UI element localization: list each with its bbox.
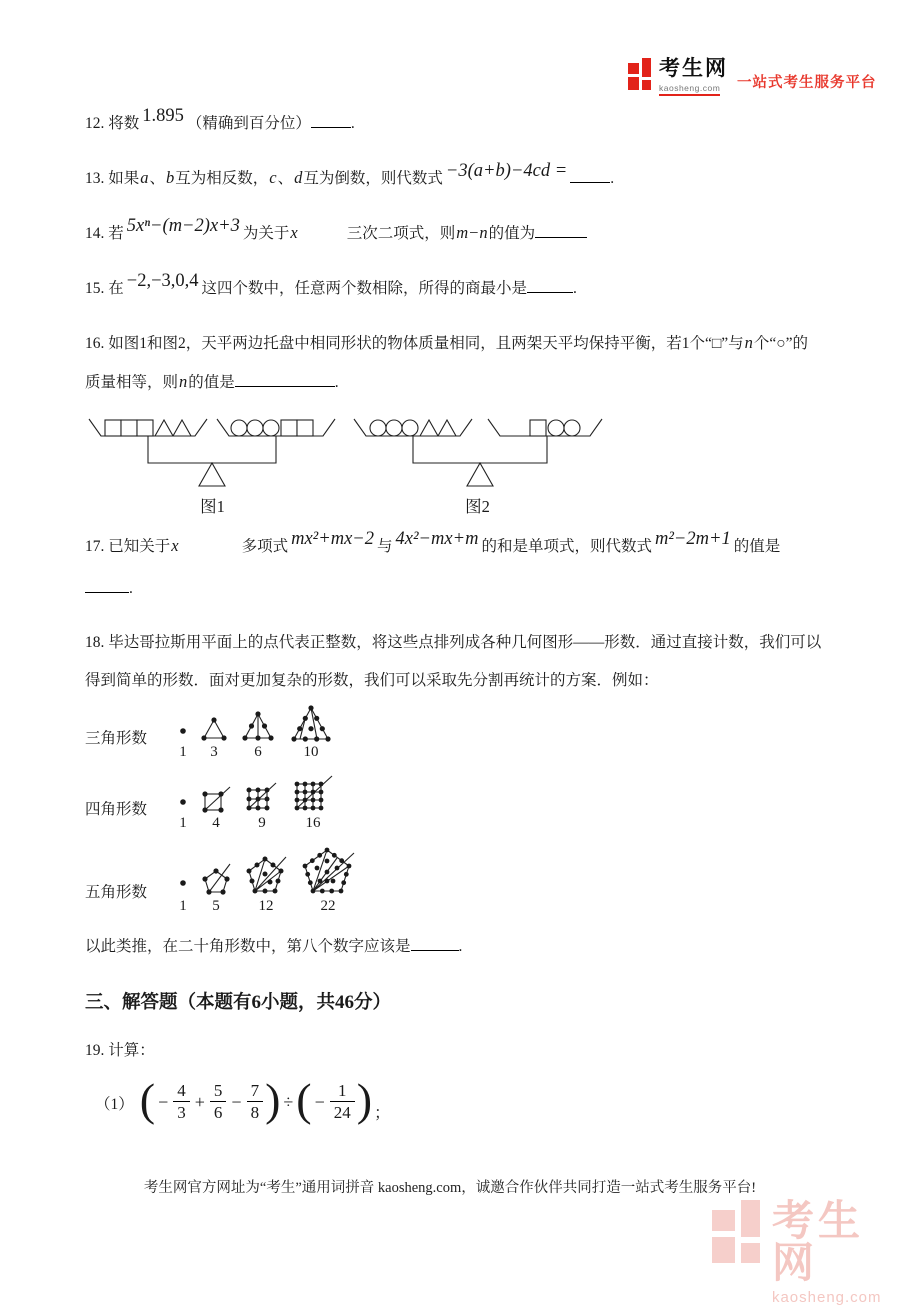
logo-domain: kaosheng.com [659,84,720,96]
site-header [628,58,877,96]
pentagonal-numbers-label: 五角形数 [85,884,148,901]
question-12: 12. 将数 1.895 （精确到百分位） . [85,106,355,132]
close-paren: ) [356,1074,373,1125]
pentagonal-figure-1: 1 [177,863,189,914]
triangular-numbers-label: 三角形数 [85,730,148,747]
section-3-title: 三、解答题（本题有6小题，共46分） [85,992,392,1013]
square-numbers-label: 四角形数 [85,801,148,818]
question-17-line2: . [85,570,823,608]
minus-sign: − [231,1092,242,1113]
watermark-domain: kaosheng.com [771,1289,882,1306]
pentagonal-numbers-row [85,845,823,914]
logo-text [659,58,728,96]
fraction-5-6: $\frac{5}{6}$ [210,1081,227,1122]
plus-sign: + [194,1092,205,1113]
triangular-figure-3: 3 [199,713,229,760]
triangular-figure-6: 6 [239,709,277,760]
square-figure-9: 9 [243,780,281,831]
formula-end-punctuation: ； [374,1105,391,1123]
balance-1-label: 图1 [200,497,225,516]
balance-2-drawing [350,406,605,492]
open-paren: ( [296,1074,312,1125]
header-tagline: 一站式考生服务平台 [737,74,877,91]
square-numbers-row [85,774,823,831]
page-footer: 考生网官方网址为“考生”通用词拼音 kaosheng.com，诚邀合作伙伴共同打造一站式考生服务平台! [143,1180,757,1196]
minus-sign: − [158,1092,169,1113]
fraction-7-8: $\frac{7}{8}$ [247,1081,264,1122]
watermark-text [771,1197,900,1306]
question-15: 15. 在 −2,−3,0,4 这四个数中，任意两个数相除，所得的商最小是 . [85,271,577,297]
triangular-figure-1: 1 [177,713,189,760]
pentagonal-figure-5: 5 [199,861,233,914]
fraction-4-3: $\frac{4}{3}$ [173,1081,190,1122]
kaosheng-watermark-icon [712,1200,764,1266]
formula-item-label: （1） [95,1095,134,1113]
balance-2 [350,406,605,517]
kaosheng-watermark [712,1197,900,1306]
question-18-conclusion: 以此类推，在二十角形数中，第八个数字应该是 . [85,928,823,966]
close-paren: ) [265,1074,281,1125]
triangular-figure-10: 10 [287,704,335,760]
minus-sign: − [314,1092,325,1113]
question-18: 18. 毕达哥拉斯用平面上的点代表正整数，将这些点排列成各种几何图形——形数．通过直接计数，我们可以得到简单的形数．面对更加复杂的形数，我们可以采取先分割再统计的方案．例如： [85,634,822,689]
balance-1-drawing [85,406,340,492]
pentagonal-figure-22: 22 [299,845,357,914]
square-figure-16: 16 [291,774,335,831]
question-19-formula-1 [95,1074,823,1125]
logo-title: 考生网 [659,57,728,80]
question-19: 19. 计算： [85,1042,155,1059]
kaosheng-logo [628,58,728,96]
watermark-title: 考生网 [771,1197,864,1286]
pentagonal-figure-12: 12 [243,853,289,914]
divide-sign: ÷ [283,1092,294,1113]
balance-figure [85,406,823,517]
triangular-numbers-row [85,704,823,760]
square-figure-1: 1 [177,784,189,831]
question-16: 16. 如图1和图2，天平两边托盘中相同形状的物体质量相同，且两架天平均保持平衡，若1个“□”与n个“○”的质量相等，则n的值是 . [85,333,809,391]
question-17-line1: 17. 已知关于x 多项式 mx²+mx−2 与 4x²−mx+m 的和是单项式，则代数式 m²−2m+1 的值是 [85,529,781,555]
open-paren: ( [139,1074,156,1125]
balance-1 [85,406,340,517]
exam-content [85,104,823,1123]
kaosheng-logo-icon [628,58,654,92]
figurate-numbers-figure [85,704,823,914]
balance-2-label: 图2 [465,497,490,516]
fraction-1-24: $\frac{1}{24}$ [330,1081,355,1122]
question-14: 14. 若 5xⁿ−(m−2)x+3 为关于x 三次二项式，则m−n的值为 [85,214,823,253]
square-figure-4: 4 [199,784,233,831]
question-13: 13. 如果a、b互为相反数，c、d互为倒数，则代数式 −3(a+b)−4cd = . [85,161,615,187]
